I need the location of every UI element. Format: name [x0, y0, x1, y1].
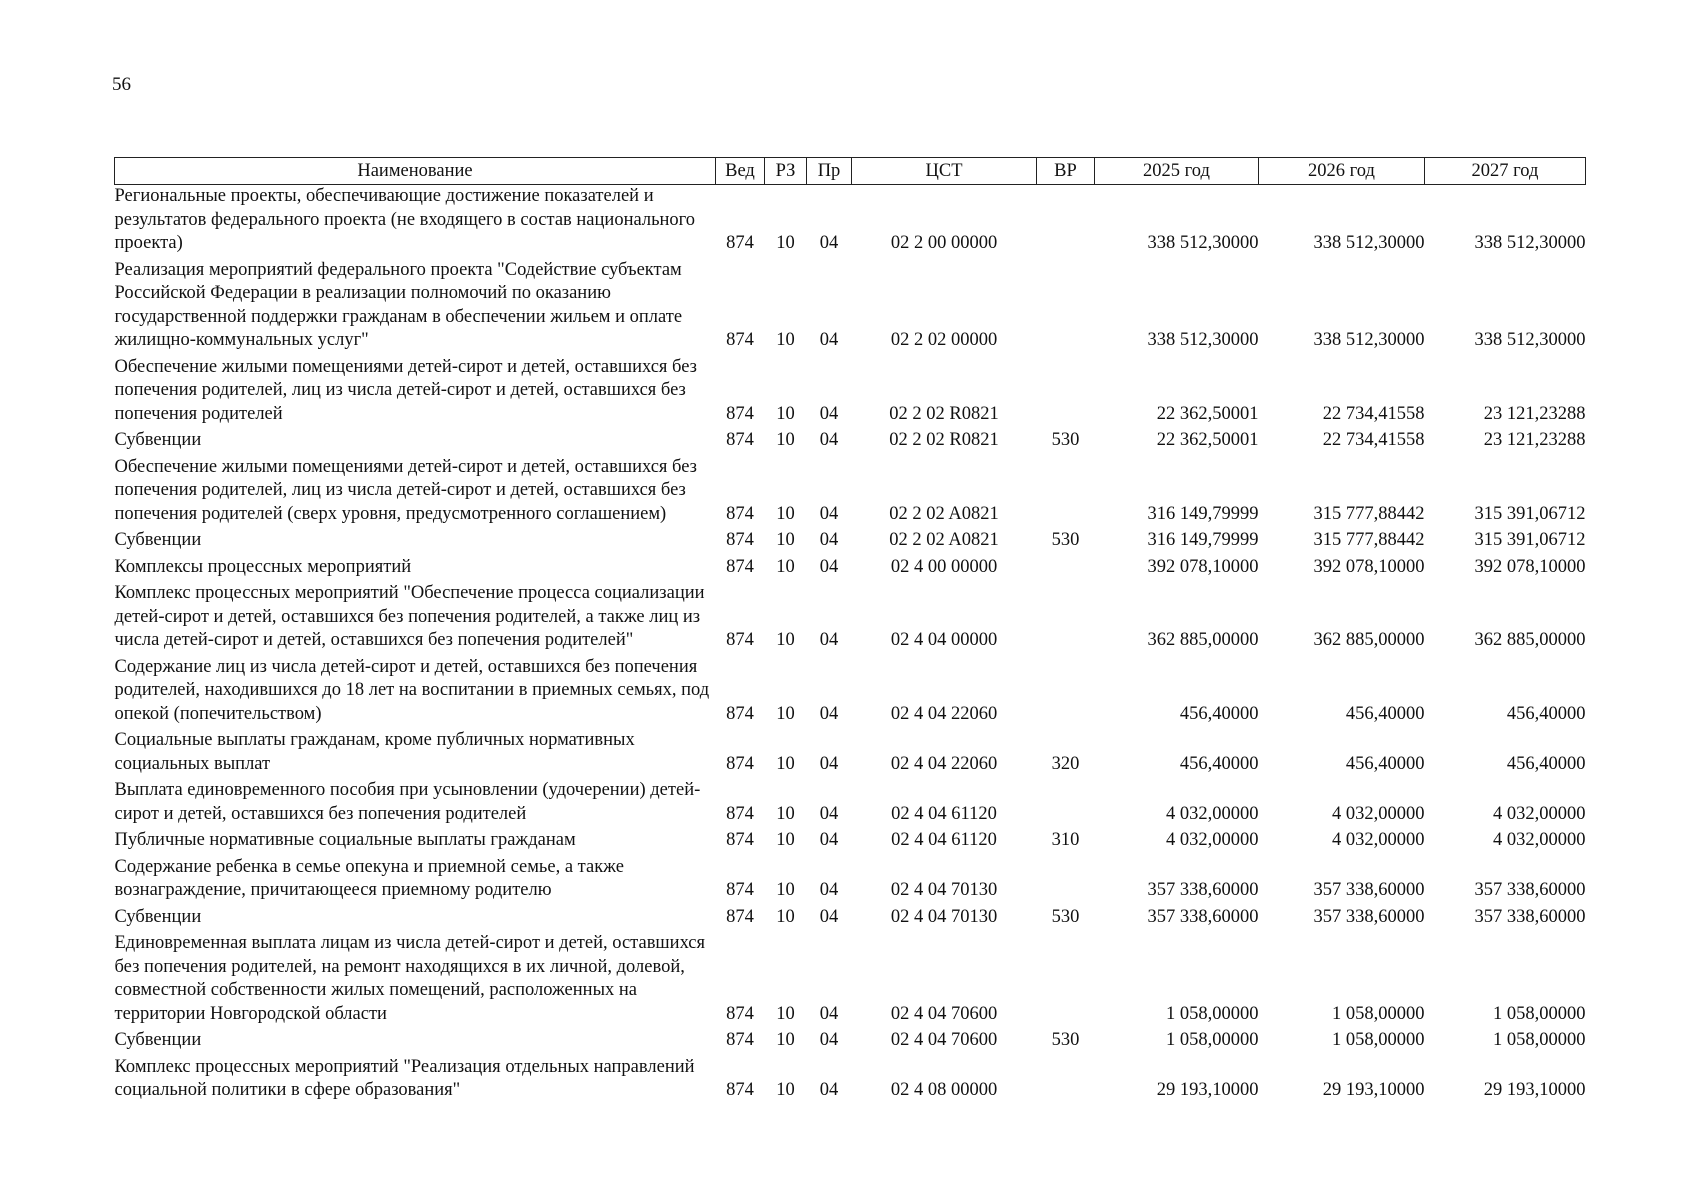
cell-pr: 04: [819, 1030, 839, 1050]
cell-name: Комплексы процессных мероприятий: [114, 556, 412, 577]
cell-pr: 04: [819, 803, 839, 824]
cell-pr: 04: [819, 1003, 839, 1024]
cell-ved: 874: [726, 880, 754, 900]
table-row: [115, 729, 1586, 779]
table-row: [115, 829, 1586, 856]
cell-cst: 02 2 02 R0821: [889, 403, 999, 424]
page-number: 56: [112, 74, 131, 95]
cell-cst: 02 2 02 R0821: [889, 430, 999, 450]
table-row: [115, 556, 1586, 583]
cell-2026: 1 058,00000: [1332, 1003, 1425, 1024]
cell-2025: 338 512,30000: [1147, 330, 1259, 350]
cell-2025: 4 032,00000: [1166, 803, 1259, 824]
cell-cst: 02 2 02 A0821: [889, 503, 999, 524]
cell-name: Субвенции: [114, 1030, 202, 1050]
cell-2026: 338 512,30000: [1313, 330, 1425, 350]
header-ved: Вед: [716, 158, 765, 185]
cell-2027: 23 121,23288: [1483, 403, 1586, 424]
cell-ved: 874: [726, 403, 754, 424]
cell-2025: 456,40000: [1179, 703, 1259, 724]
cell-2026: 315 777,88442: [1313, 530, 1425, 550]
cell-vr: [1037, 1056, 1095, 1106]
cell-vr: [1037, 932, 1095, 1029]
cell-ved: 874: [726, 703, 754, 724]
cell-2026: 357 338,60000: [1313, 880, 1425, 900]
cell-rz: 10: [776, 430, 795, 450]
cell-2025: 29 193,10000: [1156, 1080, 1259, 1100]
table-row: [115, 582, 1586, 656]
cell-name: Обеспечение жилыми помещениями детей-сирот и детей, оставшихся без попечения родителей, лиц из числа детей-сирот и детей, оставшихся без попечения родителей (сверх уровня, предусмотренного соглашением): [114, 456, 697, 524]
table-row: [115, 456, 1586, 530]
cell-2025: 22 362,50001: [1156, 430, 1259, 450]
cell-name: Субвенции: [114, 530, 202, 550]
cell-cst: 02 4 04 22060: [890, 703, 998, 724]
cell-2027: 357 338,60000: [1474, 880, 1586, 900]
cell-vr: 310: [1051, 830, 1080, 850]
table-row: [115, 906, 1586, 933]
cell-pr: 04: [819, 530, 839, 550]
cell-pr: 04: [819, 233, 839, 253]
cell-2025: 357 338,60000: [1147, 880, 1259, 900]
cell-2025: 456,40000: [1179, 753, 1259, 774]
cell-name: Комплекс процессных мероприятий "Реализация отдельных направлений социальной политики в сфере образования": [114, 1056, 695, 1100]
table-row: [115, 1029, 1586, 1056]
cell-cst: 02 4 04 61120: [891, 830, 997, 850]
cell-pr: 04: [819, 556, 839, 577]
cell-cst: 02 4 08 00000: [890, 1080, 998, 1100]
cell-ved: 874: [726, 803, 754, 824]
cell-2025: 316 149,79999: [1147, 530, 1259, 550]
cell-pr: 04: [819, 753, 839, 774]
table-row: [115, 429, 1586, 456]
cell-name: Социальные выплаты гражданам, кроме публичных нормативных социальных выплат: [114, 730, 635, 774]
cell-pr: 04: [819, 403, 839, 424]
cell-rz: 10: [776, 530, 795, 550]
cell-rz: 10: [776, 403, 795, 424]
header-cst: ЦСТ: [852, 158, 1037, 185]
cell-ved: 874: [726, 1080, 754, 1100]
cell-ved: 874: [726, 556, 754, 577]
cell-pr: 04: [819, 330, 839, 350]
cell-pr: 04: [819, 703, 839, 724]
cell-2025: 338 512,30000: [1147, 233, 1259, 253]
cell-pr: 04: [819, 830, 839, 850]
cell-rz: 10: [776, 703, 795, 724]
cell-ved: 874: [726, 630, 754, 650]
cell-2026: 1 058,00000: [1332, 1030, 1425, 1050]
cell-rz: 10: [776, 753, 795, 774]
cell-name: Единовременная выплата лицам из числа детей-сирот и детей, оставшихся без попечения родителей, на ремонт находящихся в их личной, долевой, совместной собственности жилых помещений, расположенных на территории Новгородской области: [114, 933, 706, 1024]
cell-rz: 10: [776, 503, 795, 524]
cell-name: Содержание ребенка в семье опекуна и приемной семье, а также вознаграждение, причитающееся приемному родителю: [114, 856, 624, 900]
cell-2025: 1 058,00000: [1166, 1030, 1259, 1050]
cell-ved: 874: [726, 753, 754, 774]
cell-2027: 392 078,10000: [1474, 556, 1586, 577]
cell-2025: 357 338,60000: [1147, 906, 1259, 927]
cell-ved: 874: [726, 1003, 754, 1024]
cell-name: Региональные проекты, обеспечивающие достижение показателей и результатов федерального проекта (не входящего в состав национального проекта): [114, 186, 696, 253]
cell-rz: 10: [776, 330, 795, 350]
cell-2027: 23 121,23288: [1483, 430, 1586, 450]
cell-cst: 02 2 00 00000: [890, 233, 998, 253]
table-row: [115, 932, 1586, 1029]
cell-2027: 315 391,06712: [1474, 503, 1586, 524]
budget-table: [114, 157, 1586, 1106]
cell-pr: 04: [819, 503, 839, 524]
cell-name: Публичные нормативные социальные выплаты гражданам: [114, 830, 576, 850]
cell-2026: 456,40000: [1345, 703, 1425, 724]
cell-vr: [1037, 356, 1095, 430]
cell-vr: 530: [1051, 530, 1080, 550]
cell-2026: 456,40000: [1345, 753, 1425, 774]
cell-ved: 874: [726, 330, 754, 350]
cell-2026: 338 512,30000: [1313, 233, 1425, 253]
cell-2027: 338 512,30000: [1474, 330, 1586, 350]
cell-vr: 320: [1051, 753, 1080, 774]
cell-2027: 4 032,00000: [1493, 803, 1586, 824]
header-2027: 2027 год: [1425, 158, 1586, 185]
cell-2026: 362 885,00000: [1313, 630, 1425, 650]
cell-pr: 04: [819, 880, 839, 900]
cell-cst: 02 2 02 00000: [890, 330, 998, 350]
cell-rz: 10: [776, 906, 795, 927]
cell-ved: 874: [726, 503, 754, 524]
cell-2027: 338 512,30000: [1474, 233, 1586, 253]
cell-rz: 10: [776, 830, 795, 850]
cell-rz: 10: [776, 556, 795, 577]
cell-vr: [1037, 185, 1095, 259]
cell-rz: 10: [776, 880, 795, 900]
table-body: [115, 185, 1586, 1106]
cell-name: Субвенции: [114, 430, 202, 450]
header-rz: РЗ: [765, 158, 807, 185]
cell-2025: 362 885,00000: [1147, 630, 1259, 650]
cell-2026: 4 032,00000: [1332, 830, 1425, 850]
cell-rz: 10: [776, 233, 795, 253]
cell-rz: 10: [776, 1003, 795, 1024]
cell-2027: 456,40000: [1506, 753, 1586, 774]
table-row: [115, 656, 1586, 730]
cell-2027: 456,40000: [1506, 703, 1586, 724]
header-pr: Пр: [807, 158, 852, 185]
cell-cst: 02 4 04 70130: [890, 880, 998, 900]
cell-cst: 02 4 04 70130: [890, 906, 998, 927]
header-name: Наименование: [115, 158, 716, 185]
cell-2027: 29 193,10000: [1483, 1080, 1586, 1100]
table-row: [115, 779, 1586, 829]
table-row: [115, 529, 1586, 556]
cell-cst: 02 4 04 70600: [890, 1003, 998, 1024]
cell-vr: [1037, 556, 1095, 583]
cell-rz: 10: [776, 803, 795, 824]
cell-ved: 874: [726, 1030, 754, 1050]
cell-cst: 02 2 02 A0821: [889, 530, 999, 550]
cell-name: Содержание лиц из числа детей-сирот и детей, оставшихся без попечения родителей, находившихся до 18 лет на воспитании в приемных семьях, под опекой (попечительством): [114, 656, 710, 724]
cell-2026: 22 734,41558: [1322, 403, 1425, 424]
cell-ved: 874: [726, 830, 754, 850]
cell-pr: 04: [819, 630, 839, 650]
cell-2027: 315 391,06712: [1474, 530, 1586, 550]
table-header-row: [115, 158, 1586, 185]
cell-name: Реализация мероприятий федерального проекта "Содействие субъектам Российской Федерации в реализации полномочий по оказанию государственной поддержки гражданам в обеспечении жильем и оплате жилищно-коммунальных услуг": [114, 259, 683, 350]
cell-name: Обеспечение жилыми помещениями детей-сирот и детей, оставшихся без попечения родителей, лиц из числа детей-сирот и детей, оставшихся без попечения родителей: [114, 356, 697, 424]
cell-vr: [1037, 582, 1095, 656]
cell-2027: 1 058,00000: [1493, 1003, 1586, 1024]
cell-vr: [1037, 856, 1095, 906]
cell-name: Субвенции: [114, 906, 202, 927]
cell-vr: 530: [1051, 430, 1080, 450]
cell-vr: [1037, 779, 1095, 829]
cell-cst: 02 4 04 70600: [890, 1030, 998, 1050]
cell-pr: 04: [819, 906, 839, 927]
cell-2026: 22 734,41558: [1322, 430, 1425, 450]
cell-vr: 530: [1051, 1030, 1080, 1050]
cell-2026: 4 032,00000: [1332, 803, 1425, 824]
table-row: [115, 259, 1586, 356]
cell-name: Выплата единовременного пособия при усыновлении (удочерении) детей-сирот и детей, оставшихся без попечения родителей: [114, 780, 701, 824]
header-2026: 2026 год: [1259, 158, 1425, 185]
table-row: [115, 356, 1586, 430]
cell-vr: [1037, 656, 1095, 730]
cell-vr: 530: [1051, 906, 1080, 927]
cell-2027: 357 338,60000: [1474, 906, 1586, 927]
cell-vr: [1037, 456, 1095, 530]
cell-2025: 1 058,00000: [1166, 1003, 1259, 1024]
cell-cst: 02 4 04 00000: [890, 630, 998, 650]
cell-name: Комплекс процессных мероприятий "Обеспечение процесса социализации детей-сирот и детей, оставшихся без попечения родителей, а также лиц из числа детей-сирот и детей, оставшихся без попечения родителей": [114, 583, 705, 650]
header-2025: 2025 год: [1095, 158, 1259, 185]
cell-pr: 04: [819, 1080, 839, 1100]
cell-ved: 874: [726, 906, 754, 927]
cell-cst: 02 4 04 22060: [890, 753, 998, 774]
table-row: [115, 1056, 1586, 1106]
cell-2025: 4 032,00000: [1166, 830, 1259, 850]
cell-2026: 29 193,10000: [1322, 1080, 1425, 1100]
cell-2026: 357 338,60000: [1313, 906, 1425, 927]
table-row: [115, 185, 1586, 259]
cell-vr: [1037, 259, 1095, 356]
cell-2027: 1 058,00000: [1493, 1030, 1586, 1050]
cell-2025: 316 149,79999: [1147, 503, 1259, 524]
header-vr: ВР: [1037, 158, 1095, 185]
cell-2025: 22 362,50001: [1156, 403, 1259, 424]
cell-pr: 04: [819, 430, 839, 450]
cell-2027: 4 032,00000: [1493, 830, 1586, 850]
cell-cst: 02 4 04 61120: [891, 803, 997, 824]
cell-2026: 392 078,10000: [1313, 556, 1425, 577]
cell-ved: 874: [726, 233, 754, 253]
cell-2025: 392 078,10000: [1147, 556, 1259, 577]
table-row: [115, 856, 1586, 906]
cell-rz: 10: [776, 630, 795, 650]
cell-cst: 02 4 00 00000: [890, 556, 998, 577]
cell-rz: 10: [776, 1030, 795, 1050]
cell-2026: 315 777,88442: [1313, 503, 1425, 524]
cell-2027: 362 885,00000: [1474, 630, 1586, 650]
cell-rz: 10: [776, 1080, 795, 1100]
cell-ved: 874: [726, 430, 754, 450]
cell-ved: 874: [726, 530, 754, 550]
